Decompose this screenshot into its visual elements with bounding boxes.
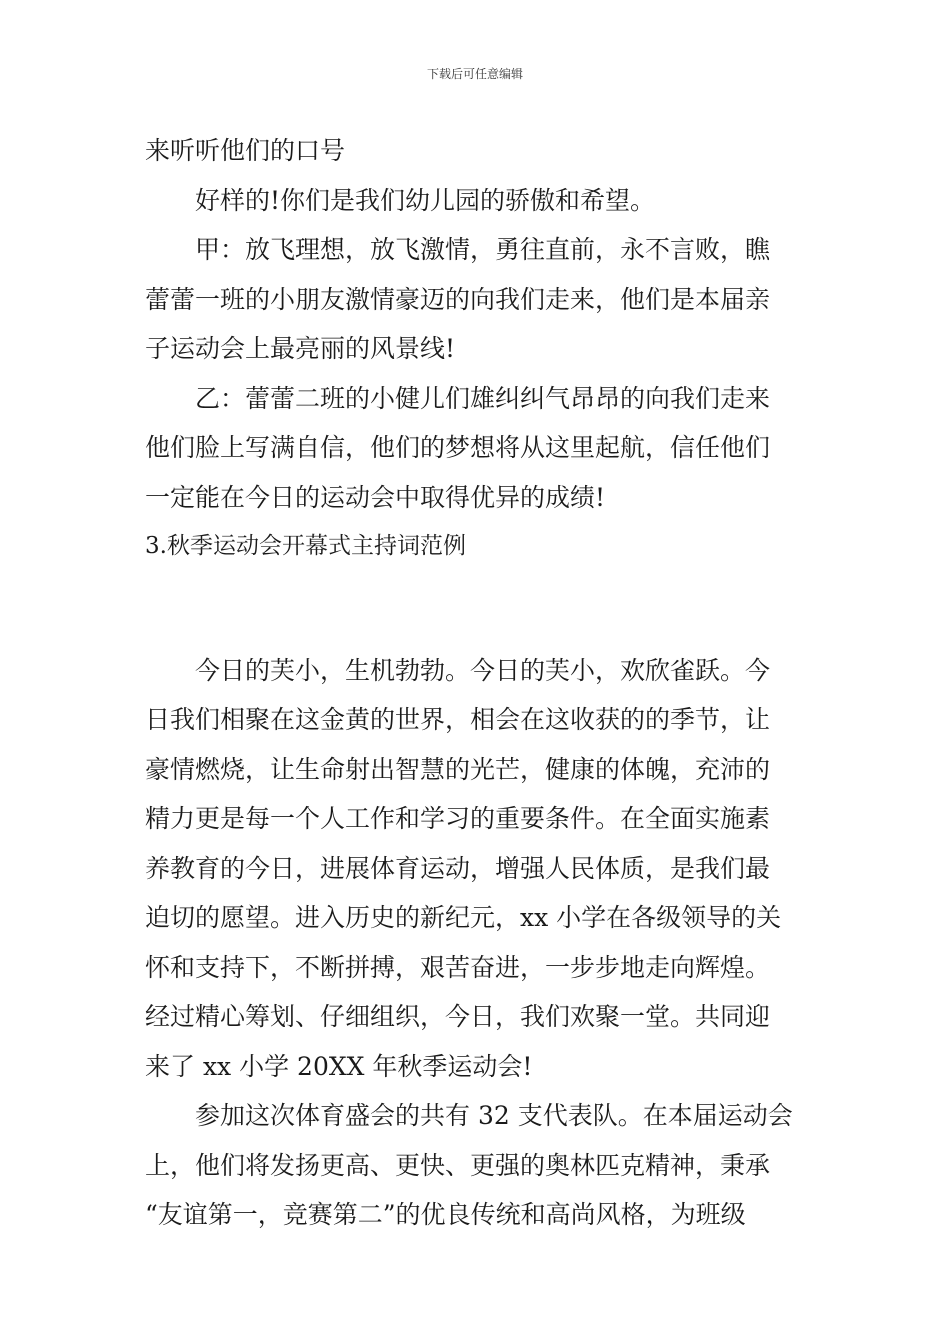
- paragraph-line: 乙：蕾蕾二班的小健儿们雄纠纠气昂昂的向我们走来: [195, 383, 771, 413]
- paragraph-line: 怀和支持下，不断拼搏，艰苦奋进，一步步地走向辉煌。: [145, 952, 771, 982]
- blank-space: [145, 572, 810, 646]
- paragraph-line: 来了 xx 小学 20XX 年秋季运动会!: [145, 1051, 533, 1081]
- paragraph-line: 日我们相聚在这金黄的世界，相会在这收获的的季节，让: [145, 705, 771, 734]
- paragraph-line: 参加这次体育盛会的共有 32 支代表队。在本届运动会: [195, 1101, 793, 1130]
- paragraph-line: “友谊第一，竞赛第二”的优良传统和高尚风格，为班级: [145, 1200, 746, 1229]
- paragraph-line: 今日的芙小，生机勃勃。今日的芙小，欢欣雀跃。今: [195, 655, 771, 685]
- paragraph-line: 上，他们将发扬更高、更快、更强的奥林匹克精神，秉承: [145, 1150, 771, 1180]
- paragraph-line: 一定能在今日的运动会中取得优异的成绩!: [145, 482, 606, 512]
- paragraph-line: 好样的!你们是我们幼儿园的骄傲和希望。: [195, 185, 656, 215]
- paragraph-line: 来听听他们的口号: [145, 136, 346, 165]
- paragraph-line: 他们脸上写满自信，他们的梦想将从这里起航，信任他们: [145, 433, 771, 462]
- paragraph-line: 经过精心筹划、仔细组织，今日，我们欢聚一堂。共同迎: [145, 1002, 771, 1031]
- paragraph-line: 蕾蕾一班的小朋友激情豪迈的向我们走来，他们是本届亲: [145, 284, 771, 314]
- paragraph-line: 养教育的今日，进展体育运动，增强人民体质，是我们最: [145, 853, 771, 883]
- header-note: 下载后可任意编辑: [426, 67, 523, 81]
- document-body: [145, 126, 810, 1240]
- paragraph-line: 精力更是每一个人工作和学习的重要条件。在全面实施素: [145, 804, 771, 833]
- section-heading: 3.秋季运动会开幕式主持词范例: [145, 533, 466, 559]
- paragraph-line: 迫切的愿望。进入历史的新纪元，xx 小学在各级领导的关: [145, 903, 782, 932]
- paragraph-line: 子运动会上最亮丽的风景线!: [145, 334, 456, 363]
- paragraph-line: 甲：放飞理想，放飞激情，勇往直前，永不言败，瞧: [195, 235, 771, 264]
- paragraph-line: 豪情燃烧，让生命射出智慧的光芒，健康的体魄，充沛的: [145, 754, 771, 784]
